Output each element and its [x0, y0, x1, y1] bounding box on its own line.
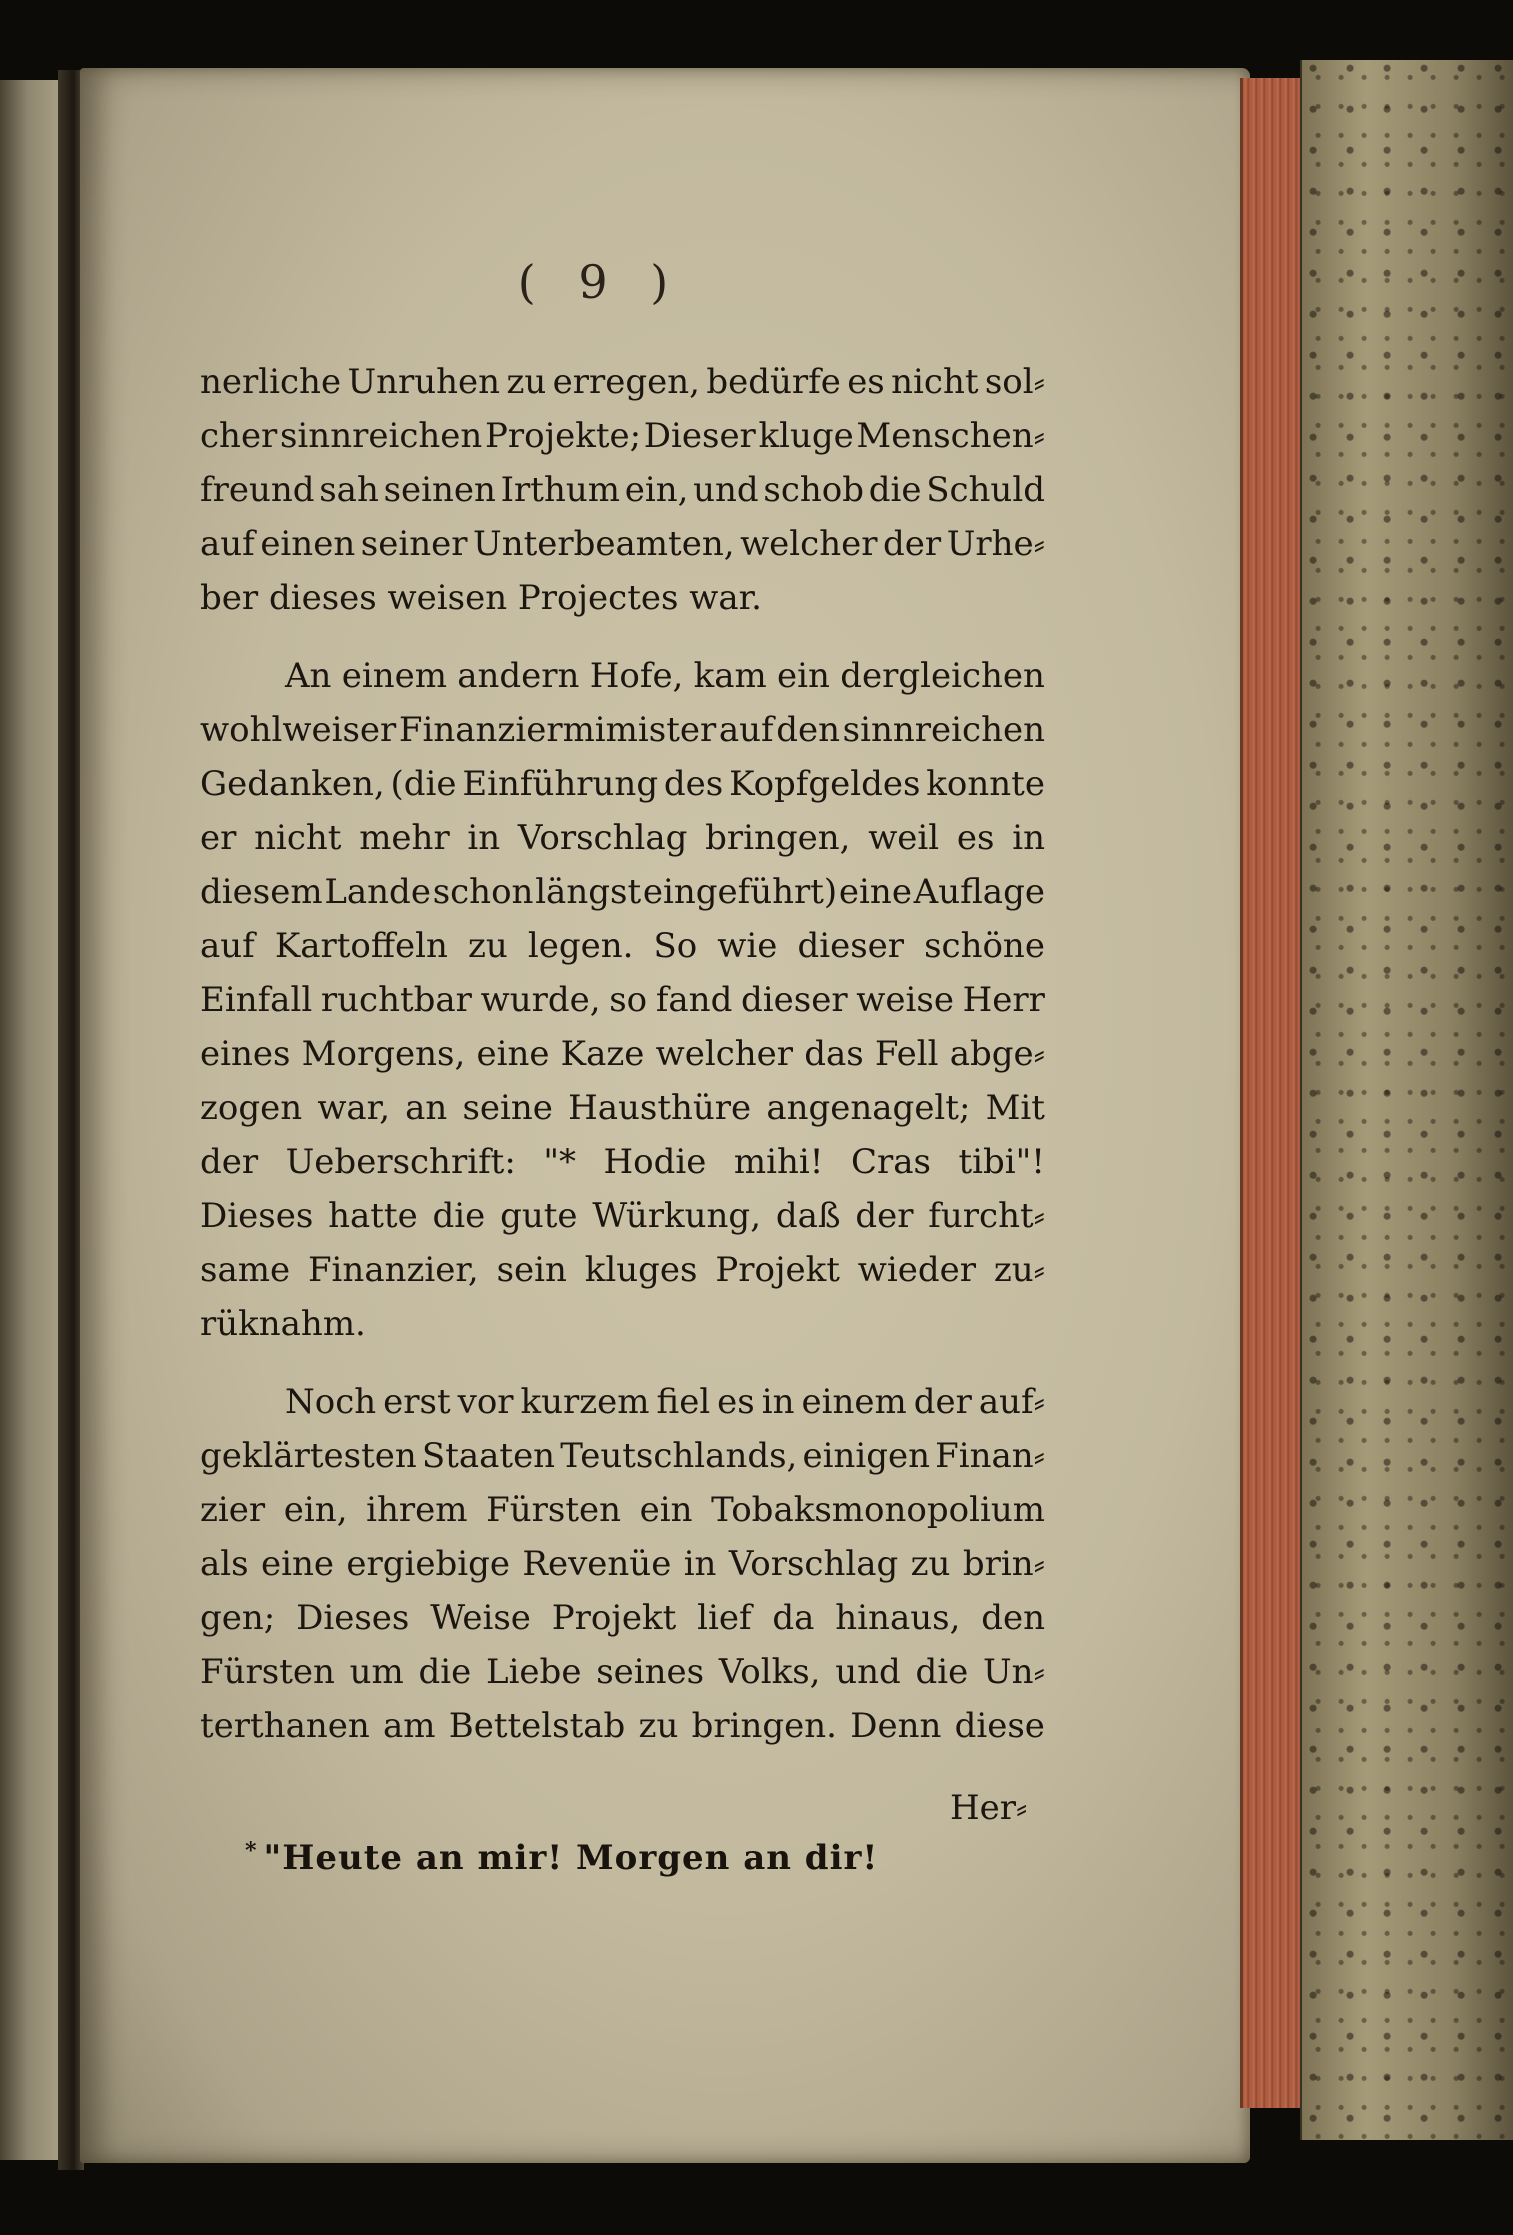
text-line: Dieses hatte die gute Würkung, daß der furcht⸗ [200, 1196, 1045, 1236]
page-edges [1240, 78, 1303, 2108]
text-line: eines Morgens, eine Kaze welcher das Fell abge⸗ [200, 1034, 1045, 1074]
text-line: terthanen am Bettelstab zu bringen. Denn diese [200, 1706, 1045, 1746]
footnote [245, 1838, 878, 1878]
text-line: Einfall ruchtbar wurde, so fand dieser weise Herr [200, 980, 1045, 1020]
text-line: geklärtesten Staaten Teutschlands, einigen Finan⸗ [200, 1436, 1045, 1476]
book-cover [1300, 60, 1513, 2140]
paragraph-gap [200, 625, 1045, 649]
text-line: same Finanzier, sein kluges Projekt wieder zu⸗ [200, 1250, 1045, 1290]
catchword: Her⸗ [950, 1788, 1028, 1828]
text-line: als eine ergiebige Revenüe in Vorschlag zu brin⸗ [200, 1544, 1045, 1584]
text-line: nerliche Unruhen zu erregen, bedürfe es nicht sol⸗ [200, 362, 1045, 402]
text-line: freund sah seinen Irthum ein, und schob die Schuld [200, 470, 1045, 510]
text-line: ber dieses weisen Projectes war. [200, 578, 762, 618]
text-line: rüknahm. [200, 1304, 366, 1344]
text-line: zier ein, ihrem Fürsten ein Tobaksmonopolium [200, 1490, 1045, 1530]
text-line: diesem Lande schon längst eingeführt) eine Auflage [200, 872, 1045, 912]
footnote-mark: * [245, 1838, 258, 1864]
text-line: Gedanken, (die Einführung des Kopfgeldes konnte [200, 764, 1045, 804]
text-line: der Ueberschrift: "* Hodie mihi! Cras tibi"! [200, 1142, 1045, 1182]
paragraph [200, 355, 1045, 625]
text-line: zogen war, an seine Hausthüre angenagelt; Mit [200, 1088, 1045, 1128]
text-line: gen; Dieses Weise Projekt lief da hinaus, den [200, 1598, 1045, 1638]
text-line: Noch erst vor kurzem fiel es in einem der auf⸗ [285, 1382, 1045, 1422]
text-line: An einem andern Hofe, kam ein dergleichen [285, 656, 1045, 696]
footnote-text: "Heute an mir! Morgen an dir! [263, 1838, 879, 1878]
paragraph-gap [200, 1351, 1045, 1375]
paragraph [200, 649, 1045, 1351]
text-line: wohlweiser Finanziermimister auf den sinnreichen [200, 710, 1045, 750]
page-number-header: ( 9 ) [517, 255, 683, 309]
paragraph [200, 1375, 1045, 1753]
text-line: cher sinnreichen Projekte; Dieser kluge Menschen⸗ [200, 416, 1045, 456]
text-line: er nicht mehr in Vorschlag bringen, weil es in [200, 818, 1045, 858]
text-line: auf Kartoffeln zu legen. So wie dieser schöne [200, 926, 1045, 966]
page-text [200, 355, 1045, 1753]
text-line: auf einen seiner Unterbeamten, welcher der Urhe⸗ [200, 524, 1045, 564]
text-line: Fürsten um die Liebe seines Volks, und die Un⸗ [200, 1652, 1045, 1692]
